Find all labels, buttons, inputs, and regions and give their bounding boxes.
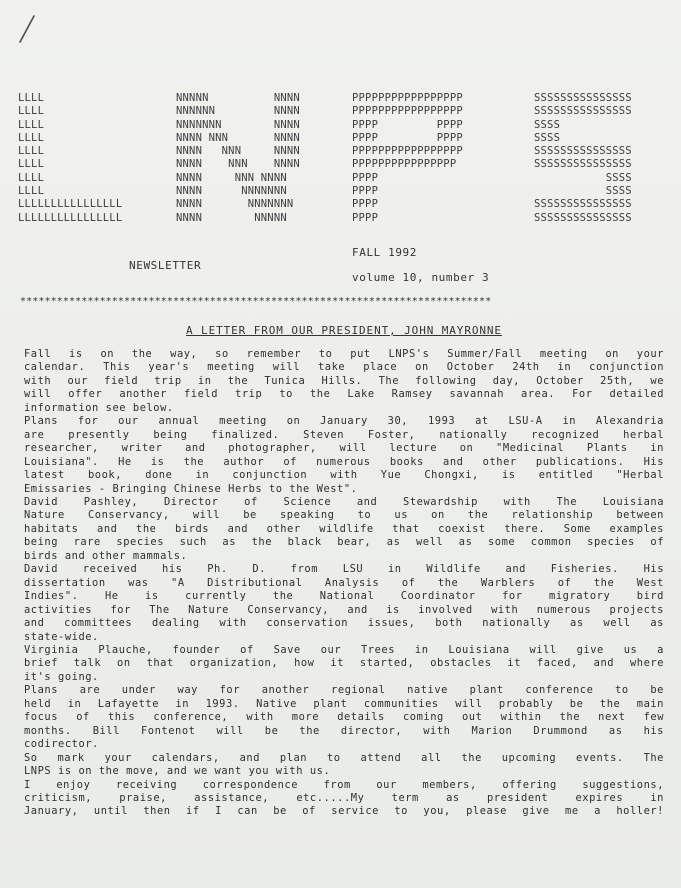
letter-line: latest book, done in conjunction with Yue Chongxi, is entitled "Herbal xyxy=(24,469,664,482)
letter-line: dissertation was "A Distributional Analysis of the Warblers of the West xyxy=(24,576,664,589)
letter-line: birds and other mammals. xyxy=(24,549,188,562)
letter-line: Virginia Plauche, founder of Save our Trees in Louisiana will give us a xyxy=(24,643,664,656)
letter-line: focus of this conference, with more details coming out within the next few xyxy=(24,711,664,724)
letter-line: it's going. xyxy=(24,670,99,683)
letter-title: A LETTER FROM OUR PRESIDENT, JOHN MAYRONNE xyxy=(186,324,502,337)
banner-letter-l: LLLL LLLL LLLL LLLL LLLL LLLL LLLL LLLL LLLLLLLLLLLLLLLL LLLLLLLLLLLLLLLL xyxy=(18,92,123,224)
letter-line: criticism, praise, assistance, etc.....My term as president expires in xyxy=(24,791,664,804)
letter-line: researcher, writer and photographer, will lecture on "Medicinal Plants in xyxy=(24,442,664,455)
letter-line: David received his Ph. D. from LSU in Wildlife and Fisheries. His xyxy=(24,563,664,576)
letter-line: So mark your calendars, and plan to attend all the upcoming events. The xyxy=(24,751,664,764)
letter-line: held in Lafayette in 1993. Native plant communities will probably be the main xyxy=(24,697,664,710)
letter-line: information see below. xyxy=(24,401,174,414)
newsletter-label: NEWSLETTER xyxy=(129,259,202,272)
letter-line: Indies". He is currently the National Coordinator for migratory bird xyxy=(24,590,664,603)
letter-line: Fall is on the way, so remember to put LNPS's Summer/Fall meeting on your xyxy=(24,348,664,360)
letter-line: Plans for our annual meeting on January 30, 1993 at LSU-A in Alexandria xyxy=(24,415,664,428)
letter-line: Emissaries - Bringing Chinese Herbs to the West". xyxy=(24,482,358,495)
issue-season: FALL 1992 xyxy=(352,246,418,259)
letter-line: are presently being finalized. Steven Foster, nationally recognized herbal xyxy=(24,428,664,441)
banner-letter-n: NNNNN NNNN NNNNNN NNNN NNNNNNN NNNN NNNN NNN NNNN NNNN NNN NNNN NNNN NNN NNNN NNNN NNN NNNN NNNN NNNNNNN NNNN NNNNNNN NNNN NNNNN xyxy=(176,92,300,224)
letter-line: David Pashley, Director of Science and Stewardship with The Louisiana xyxy=(24,495,664,508)
letter-line: and committees dealing with conservation issues, both nationally as well as xyxy=(24,617,664,630)
letter-line: codirector. xyxy=(24,738,99,751)
letter-line: I enjoy receiving correspondence from our members, offering suggestions, xyxy=(24,778,664,791)
letter-line: LNPS is on the move, and we want you with us. xyxy=(24,765,331,778)
asterisk-separator: ***************************************************************************** xyxy=(20,296,492,307)
banner-letter-p: PPPPPPPPPPPPPPPPP PPPPPPPPPPPPPPPPP PPPP PPPP PPPP PPPP PPPPPPPPPPPPPPPPP PPPPPPPPPPPPPPPP PPPP PPPP PPPP PPPP xyxy=(352,92,463,224)
letter-line: habitats and the birds and other wildlife that coexist there. Some examples xyxy=(24,522,664,535)
letter-line: with our field trip in the Tunica Hills. The following day, October 25th, we xyxy=(24,374,664,387)
letter-line: Louisiana". He is the author of numerous books and other publications. His xyxy=(24,455,664,468)
letter-line: months. Bill Fontenot will be the director, with Marion Drummond as his xyxy=(24,724,664,737)
letter-line: activities for The Nature Conservancy, and is involved with numerous projects xyxy=(24,603,664,616)
pen-slash-mark xyxy=(8,8,38,48)
lnps-block-letter-banner xyxy=(0,92,681,232)
letter-line: calendar. This year's meeting will take place on October 24th in conjunction xyxy=(24,361,664,374)
banner-letter-s: SSSSSSSSSSSSSSS SSSSSSSSSSSSSSS SSSS SSSS SSSSSSSSSSSSSSS SSSSSSSSSSSSSSS SSSS SSSS SSSSSSSSSSSSSSS SSSSSSSSSSSSSSS xyxy=(534,92,632,224)
letter-line: Nature Conservancy, will be speaking to us on the relationship between xyxy=(24,509,664,522)
issue-volume: volume 10, number 3 xyxy=(352,271,490,284)
letter-line: Plans are under way for another regional native plant conference to be xyxy=(24,684,664,697)
letter-line: brief talk on that organization, how it started, obstacles it faced, and where xyxy=(24,657,664,670)
letter-line: January, until then if I can be of service to you, please give me a holler! xyxy=(24,805,664,818)
letter-line: will offer another field trip to the Lake Ramsey savannah area. For detailed xyxy=(24,388,664,401)
letter-line: being rare species such as the black bear, as well as some common species of xyxy=(24,536,664,549)
letter-line: state-wide. xyxy=(24,630,99,643)
letter-body xyxy=(24,348,664,819)
